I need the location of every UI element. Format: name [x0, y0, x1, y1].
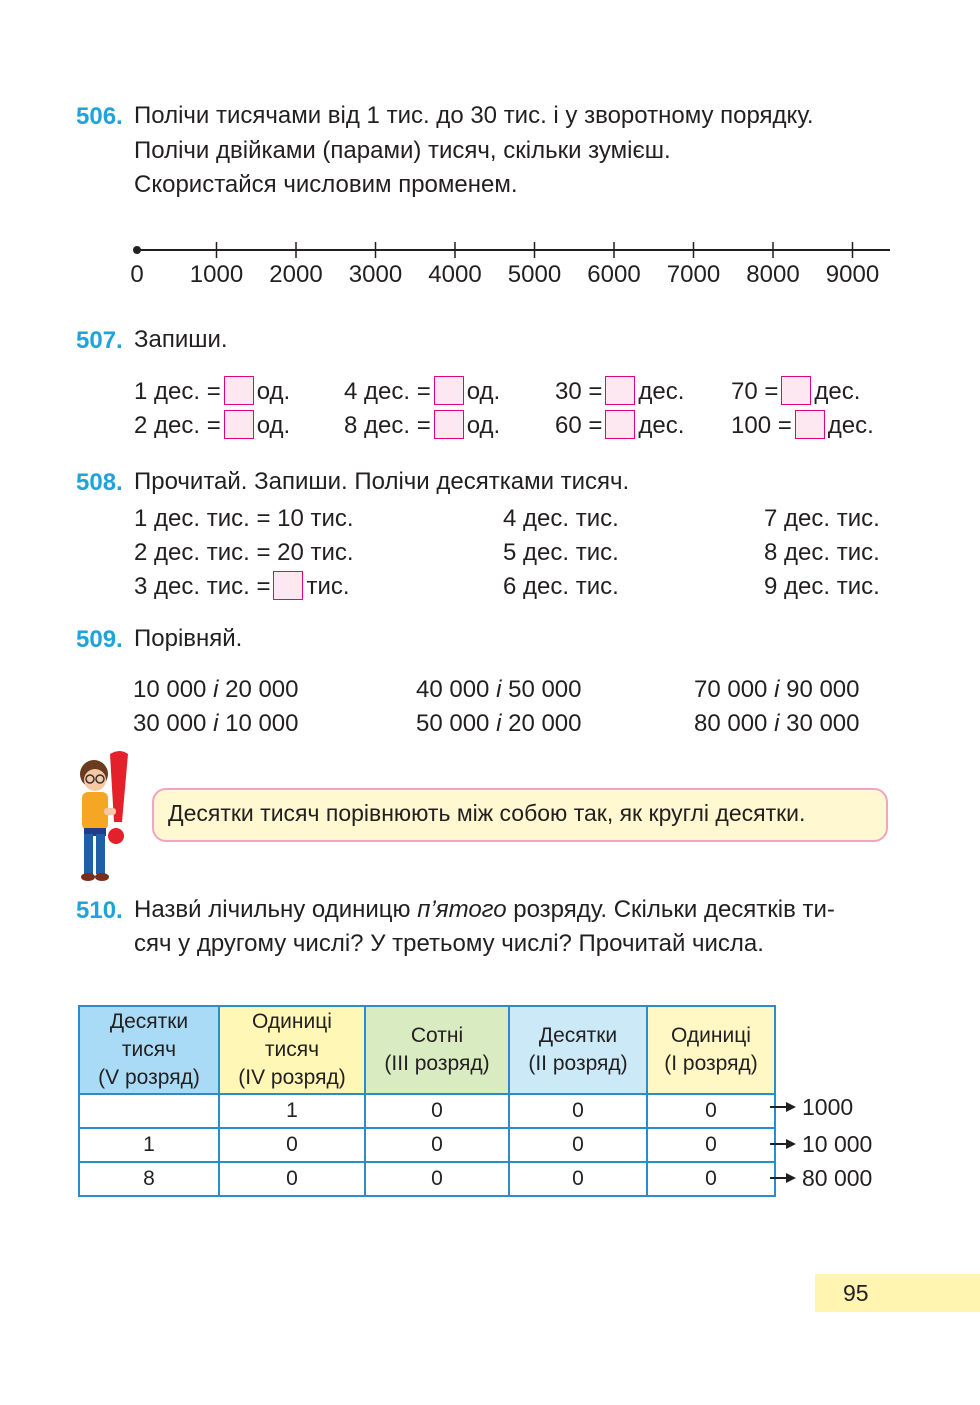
tens-of-thousands-item: 2 дес. тис. = 20 тис.	[134, 539, 354, 566]
exercise-number-510: 510.	[76, 897, 123, 924]
table-cell: 0	[365, 1162, 509, 1196]
place-value-table	[78, 1005, 776, 1197]
exercise-510-line-2: сяч у другому числі? У третьому числі? Прочитай числа.	[134, 930, 764, 957]
answer-box[interactable]	[605, 376, 635, 405]
ray-label: 3000	[348, 261, 403, 288]
table-row	[79, 1162, 775, 1196]
comparison-pair: 50 000 і 20 000	[416, 710, 582, 737]
result-number: 80 000	[770, 1165, 872, 1192]
table-cell: 0	[365, 1094, 509, 1128]
comparison-pair: 40 000 і 50 000	[416, 676, 582, 703]
answer-box[interactable]	[224, 410, 254, 439]
comparison-pair: 80 000 і 30 000	[694, 710, 860, 737]
answer-box[interactable]	[434, 376, 464, 405]
answer-box[interactable]	[781, 376, 811, 405]
table-cell: 0	[509, 1094, 647, 1128]
answer-box[interactable]	[273, 571, 303, 600]
answer-box[interactable]	[795, 410, 825, 439]
ray-label: 2000	[269, 261, 323, 288]
tens-of-thousands-item: 3 дес. тис. = тис.	[134, 573, 350, 600]
result-number: 1000	[770, 1094, 853, 1121]
answer-box[interactable]	[224, 376, 254, 405]
header-tens-of-thousands: Десятки тисяч (V розряд)	[79, 1006, 219, 1094]
exercise-509-title: Порівняй.	[134, 625, 243, 652]
arrow-right-icon	[770, 1139, 796, 1149]
tens-of-thousands-item: 5 дес. тис.	[503, 539, 619, 566]
answer-box[interactable]	[605, 410, 635, 439]
comparison-pair: 10 000 і 20 000	[133, 676, 299, 703]
rule-callout	[152, 788, 888, 842]
exercise-number-507: 507.	[76, 327, 123, 354]
ray-label: 1000	[189, 261, 244, 288]
ray-label: 4000	[428, 261, 482, 288]
conversion-row-1d: 70 = дес.	[731, 378, 861, 405]
table-cell: 0	[509, 1162, 647, 1196]
boy-with-exclamation-illustration	[72, 748, 138, 886]
conversion-row-1b: 4 дес. = од.	[344, 378, 501, 405]
exercise-510-line-1: Назви́ лічильну одиницю п’ятого розряду. Скільки десятків ти-	[134, 896, 835, 923]
ray-label: 9000	[825, 261, 880, 288]
tens-of-thousands-item: 4 дес. тис.	[503, 505, 619, 532]
conversion-row-2c: 60 = дес.	[555, 412, 685, 439]
ray-label: 5000	[507, 261, 562, 288]
table-cell: 0	[647, 1162, 775, 1196]
table-cell: 0	[509, 1128, 647, 1162]
exercise-508-title: Прочитай. Запиши. Полічи десятками тисяч.	[134, 468, 630, 495]
exercise-number-508: 508.	[76, 469, 123, 496]
arrow-right-icon	[770, 1173, 796, 1183]
table-cell	[79, 1094, 219, 1128]
header-units: Одиниці (I розряд)	[647, 1006, 775, 1094]
table-cell: 1	[79, 1128, 219, 1162]
table-header-row	[79, 1006, 775, 1094]
answer-box[interactable]	[434, 410, 464, 439]
table-row	[79, 1128, 775, 1162]
conversion-row-1c: 30 = дес.	[555, 378, 685, 405]
conversion-row-1a: 1 дес. = од.	[134, 378, 291, 405]
tens-of-thousands-item: 8 дес. тис.	[764, 539, 880, 566]
exercise-506-line-3: Скористайся числовим променем.	[134, 171, 518, 198]
conversion-row-2b: 8 дес. = од.	[344, 412, 501, 439]
tens-of-thousands-item: 7 дес. тис.	[764, 505, 880, 532]
arrow-right-icon	[770, 1102, 796, 1112]
exercise-506-line-2: Полічи двійками (парами) тисяч, скільки зумієш.	[134, 137, 671, 164]
ray-label: 8000	[746, 261, 800, 288]
ray-label: 7000	[666, 261, 721, 288]
table-cell: 0	[365, 1128, 509, 1162]
page-number-bar	[815, 1274, 980, 1312]
exercise-number-509: 509.	[76, 626, 123, 653]
exercise-506-line-1: Полічи тисячами від 1 тис. до 30 тис. і у зворотному порядку.	[134, 102, 814, 129]
header-hundreds: Сотні (III розряд)	[365, 1006, 509, 1094]
table-cell: 8	[79, 1162, 219, 1196]
conversion-row-2a: 2 дес. = од.	[134, 412, 291, 439]
number-ray	[126, 236, 896, 296]
table-cell: 0	[647, 1128, 775, 1162]
header-tens: Десятки (II розряд)	[509, 1006, 647, 1094]
table-cell: 0	[219, 1128, 365, 1162]
page-number: 95	[843, 1280, 869, 1306]
ray-label: 0	[130, 261, 144, 288]
tens-of-thousands-item: 9 дес. тис.	[764, 573, 880, 600]
table-cell: 1	[219, 1094, 365, 1128]
table-row	[79, 1094, 775, 1128]
header-units-of-thousands: Одиниці тисяч (IV розряд)	[219, 1006, 365, 1094]
result-number: 10 000	[770, 1131, 872, 1158]
exercise-number-506: 506.	[76, 103, 123, 130]
tens-of-thousands-item: 1 дес. тис. = 10 тис.	[134, 505, 354, 532]
conversion-row-2d: 100 = дес.	[731, 412, 874, 439]
table-cell: 0	[219, 1162, 365, 1196]
comparison-pair: 70 000 і 90 000	[694, 676, 860, 703]
tens-of-thousands-item: 6 дес. тис.	[503, 573, 619, 600]
comparison-pair: 30 000 і 10 000	[133, 710, 299, 737]
table-cell: 0	[647, 1094, 775, 1128]
rule-text: Десятки тисяч порівнюють між собою так, як круглі десятки.	[168, 800, 806, 826]
exercise-507-title: Запиши.	[134, 326, 228, 353]
ray-label: 6000	[587, 261, 641, 288]
